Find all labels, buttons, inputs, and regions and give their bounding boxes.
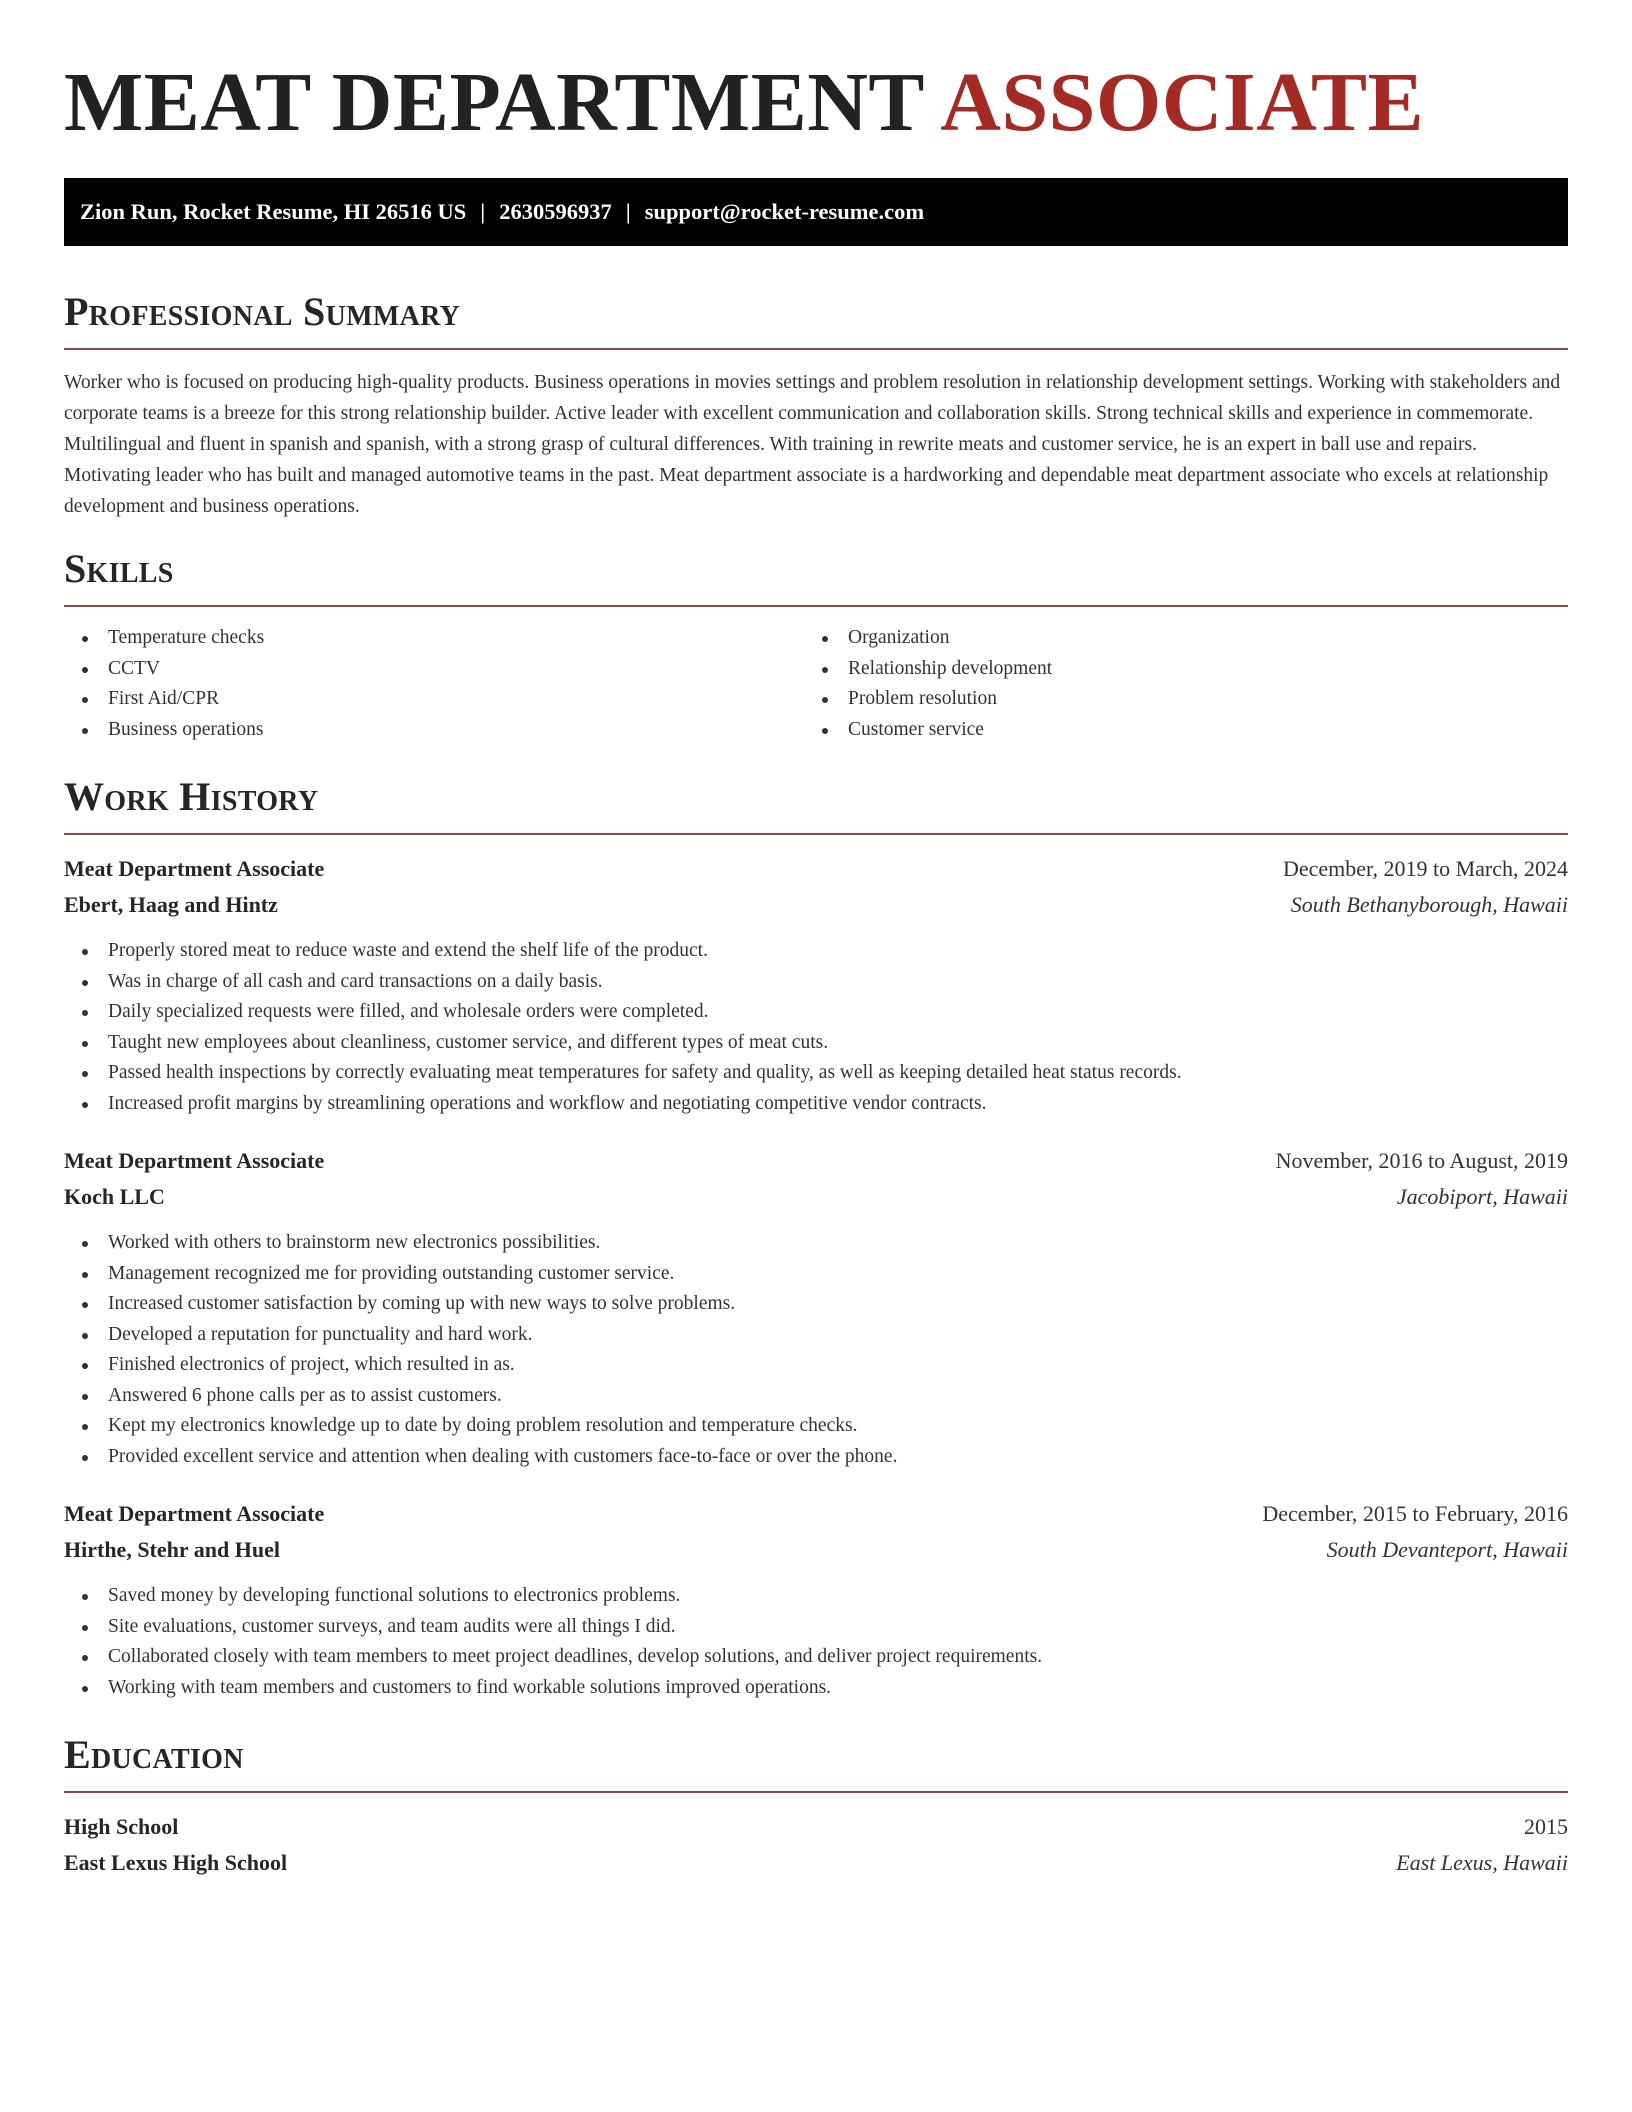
job-entry — [64, 1143, 1568, 1472]
skill-item: Customer service — [804, 715, 1544, 746]
job-bullet: Kept my electronics knowledge up to date by doing problem resolution and temperature checks. — [64, 1411, 1568, 1442]
job-bullet: Properly stored meat to reduce waste and extend the shelf life of the product. — [64, 936, 1568, 967]
job-bullet: Collaborated closely with team members to meet project deadlines, develop solutions, and deliver project requirements. — [64, 1642, 1568, 1673]
job-bullets — [64, 1581, 1568, 1703]
job-bullet: Answered 6 phone calls per as to assist customers. — [64, 1381, 1568, 1412]
job-dates: November, 2016 to August, 2019 — [1275, 1148, 1568, 1173]
job-bullet: Daily specialized requests were filled, and wholesale orders were completed. — [64, 997, 1568, 1028]
job-bullet: Site evaluations, customer surveys, and team audits were all things I did. — [64, 1612, 1568, 1643]
skills-columns — [64, 623, 1568, 745]
education-header — [64, 1809, 1568, 1845]
job-location: South Bethanyborough, Hawaii — [1290, 892, 1568, 917]
job-bullet: Increased profit margins by streamlining operations and workflow and negotiating competitive vendor contracts. — [64, 1089, 1568, 1120]
section-divider — [64, 1791, 1568, 1793]
job-company: Hirthe, Stehr and Huel — [64, 1537, 280, 1562]
skill-item: Organization — [804, 623, 1544, 654]
education-section — [64, 1731, 1568, 1881]
summary-text: Worker who is focused on producing high-quality products. Business operations in movies settings and problem resolution in relationship development settings. Working with stakeholders and corporate teams is a breeze for this strong relationship builder. Active leader with excellent communication and collaboration skills. Strong technical skills and experience in commemorate. Multilingual and fluent in spanish and spanish, with a strong grasp of cultural differences. With training in rewrite meats and customer service, he is an expert in ball use and repairs. Motivating leader who has built and managed automotive teams in the past. Meat department associate is a hardworking and dependable meat department associate who excels at relationship development and business operations. — [64, 372, 1561, 517]
title-main: MEAT DEPARTMENT — [64, 56, 924, 149]
skill-item: Business operations — [64, 715, 804, 746]
summary-section — [64, 288, 1568, 522]
contact-phone: 2630596937 — [499, 199, 612, 224]
title-accent: ASSOCIATE — [940, 56, 1425, 149]
job-title: Meat Department Associate — [64, 856, 325, 881]
skill-item: First Aid/CPR — [64, 684, 804, 715]
job-bullet: Passed health inspections by correctly evaluating meat temperatures for safety and quality, as well as keeping detailed heat status records. — [64, 1058, 1568, 1089]
job-subheader — [64, 1532, 1568, 1568]
job-subheader — [64, 887, 1568, 923]
job-header — [64, 1143, 1568, 1179]
skills-column-left — [64, 623, 804, 745]
skill-item: Relationship development — [804, 654, 1544, 685]
education-location: East Lexus, Hawaii — [1396, 1850, 1568, 1875]
job-bullet: Saved money by developing functional solutions to electronics problems. — [64, 1581, 1568, 1612]
job-bullet: Taught new employees about cleanliness, customer service, and different types of meat cuts. — [64, 1028, 1568, 1059]
skills-column-right — [804, 623, 1544, 745]
job-bullet: Finished electronics of project, which resulted in as. — [64, 1350, 1568, 1381]
job-entry — [64, 851, 1568, 1119]
skill-item: Temperature checks — [64, 623, 804, 654]
education-school: East Lexus High School — [64, 1850, 288, 1875]
work-history-heading: Work History — [64, 774, 319, 819]
work-history-section — [64, 773, 1568, 1703]
job-company: Ebert, Haag and Hintz — [64, 892, 278, 917]
job-title: Meat Department Associate — [64, 1501, 325, 1526]
job-bullet: Increased customer satisfaction by coming up with new ways to solve problems. — [64, 1289, 1568, 1320]
job-dates: December, 2019 to March, 2024 — [1282, 856, 1568, 881]
skill-item: Problem resolution — [804, 684, 1544, 715]
job-subheader — [64, 1179, 1568, 1215]
job-bullets — [64, 1228, 1568, 1472]
contact-address: Zion Run, Rocket Resume, HI 26516 US — [80, 199, 467, 224]
education-subheader — [64, 1845, 1568, 1881]
job-header — [64, 851, 1568, 887]
contact-email: support@rocket-resume.com — [644, 199, 925, 224]
contact-bar — [64, 178, 1568, 246]
contact-separator: | — [480, 199, 486, 224]
skills-section — [64, 545, 1568, 745]
education-heading: Education — [64, 1732, 244, 1777]
education-year: 2015 — [1524, 1814, 1568, 1839]
job-entry — [64, 1496, 1568, 1703]
job-dates: December, 2015 to February, 2016 — [1262, 1501, 1568, 1526]
contact-separator: | — [625, 199, 631, 224]
resume-title — [64, 56, 1568, 149]
education-degree: High School — [64, 1814, 179, 1839]
job-bullet: Working with team members and customers to find workable solutions improved operations. — [64, 1673, 1568, 1704]
job-company: Koch LLC — [64, 1184, 165, 1209]
job-title: Meat Department Associate — [64, 1148, 325, 1173]
section-divider — [64, 348, 1568, 350]
job-bullet: Developed a reputation for punctuality and hard work. — [64, 1320, 1568, 1351]
job-bullet: Provided excellent service and attention when dealing with customers face-to-face or over the phone. — [64, 1442, 1568, 1473]
job-bullet: Management recognized me for providing outstanding customer service. — [64, 1259, 1568, 1290]
job-bullet: Was in charge of all cash and card transactions on a daily basis. — [64, 967, 1568, 998]
section-divider — [64, 833, 1568, 835]
summary-heading: Professional Summary — [64, 289, 461, 334]
job-location: South Devanteport, Hawaii — [1326, 1537, 1568, 1562]
job-location: Jacobiport, Hawaii — [1396, 1184, 1568, 1209]
job-bullet: Worked with others to brainstorm new electronics possibilities. — [64, 1228, 1568, 1259]
education-entry — [64, 1809, 1568, 1881]
skill-item: CCTV — [64, 654, 804, 685]
job-bullets — [64, 936, 1568, 1119]
job-header — [64, 1496, 1568, 1532]
section-divider — [64, 605, 1568, 607]
skills-heading: Skills — [64, 546, 174, 591]
